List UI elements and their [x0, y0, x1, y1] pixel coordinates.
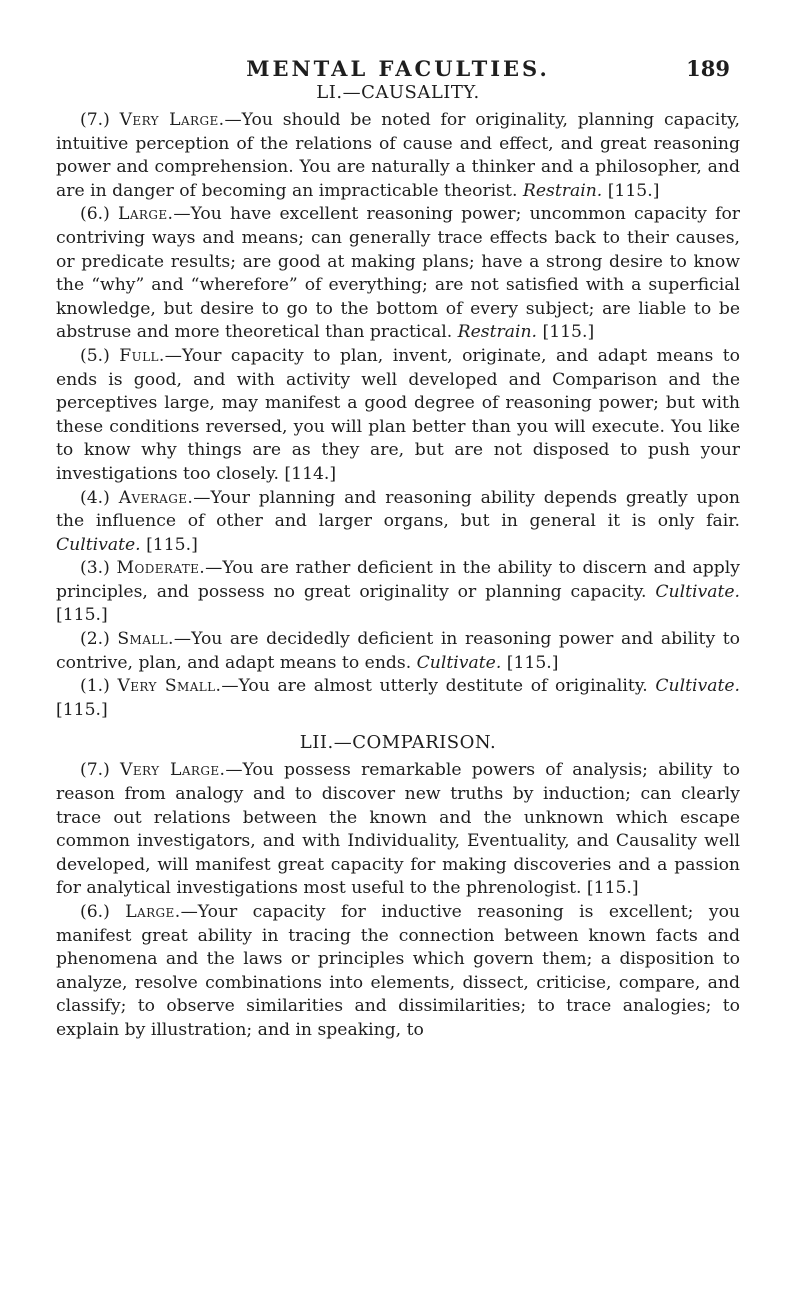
grade-description: —Your planning and reasoning ability depends greatly upon the influence of other and larger organs, but in general it is only fair. [56, 487, 741, 532]
advice: Restrain. [457, 322, 538, 343]
page-number: 189 [686, 56, 730, 81]
grade-number: (6.) [80, 204, 110, 225]
grade-number: (5.) [80, 345, 110, 366]
grade-label: Small. [117, 629, 174, 650]
grade-entry-moderate [56, 557, 740, 628]
page-reference: [115.] [56, 699, 108, 720]
page-reference: [115.] [56, 605, 108, 626]
section-causality [56, 82, 740, 722]
grade-entry-full [56, 345, 740, 487]
grade-description: —You have excellent reasoning power; uncommon capacity for contriving ways and means; can generally trace effects back to their causes, or predicate results; are good at making plans; have a strong desire to know the “why” and “wherefore” of everything; are not satisfied with a superficial knowledge, but desire to go to the bottom of every subject; are liable to be abstruse and more theoretical than practical. [56, 204, 741, 343]
page-reference: [115.] [146, 534, 198, 555]
grade-label: Moderate. [116, 558, 206, 579]
advice: Cultivate. [56, 534, 141, 555]
grade-label: Average. [118, 487, 194, 508]
grade-entry-very-large [56, 759, 740, 901]
grade-label: Very Large. [120, 760, 226, 781]
advice: Restrain. [522, 180, 603, 201]
grade-number: (4.) [80, 487, 110, 508]
grade-description: —You are rather deficient in the ability to discern and apply principles, and possess no great originality or planning capacity. [56, 558, 740, 602]
grade-number: (3.) [80, 558, 110, 579]
grade-entry-small [56, 628, 740, 675]
running-title: MENTAL FACULTIES. [246, 56, 550, 81]
section-heading: LII.—COMPARISON. [299, 732, 497, 754]
grade-label: Large. [118, 204, 174, 225]
grade-entry-very-large [56, 109, 740, 203]
section-comparison [56, 732, 740, 1042]
grade-number: (7.) [80, 760, 110, 781]
grade-entry-large [56, 901, 740, 1043]
grade-description: —You should be noted for originality, planning capacity, intuitive perception of the relations of cause and effect, and great reasoning power and comprehension. You are naturally a thinker and a philosopher, and are in danger of becoming an impracticable theorist. [56, 110, 740, 201]
grade-entry-large [56, 203, 740, 345]
grade-entry-very-small [56, 675, 740, 722]
page-reference: [115.] [607, 180, 660, 201]
grade-label: Full. [119, 345, 165, 366]
grade-label: Large. [125, 902, 181, 922]
page-reference: [115.] [506, 652, 559, 673]
section-heading: LI.—CAUSALITY. [316, 82, 480, 103]
grade-description: —Your capacity for inductive reasoning is excellent; you manifest great ability in tracing the connection between known facts and phenomena and the laws or principles which govern them; a disposition to analyze, resolve combinations into elements, dissect, criticise, compare, and classify; to observe similarities and dissimilarities; to trace analogies; to explain by illustration; and in speaking, to [56, 902, 740, 1040]
page-reference: [115.] [542, 322, 595, 343]
grade-label: Very Small. [117, 676, 222, 697]
grade-description: —Your capacity to plan, invent, originate, and adapt means to ends is good, and with activity well developed and Comparison and the perceptives large, may manifest a good degree of reasoning power; but with these conditions reversed, you will plan better than you will execute. You like to know why things are as they are, but are not disposed to push your investigations too closely. [56, 345, 740, 484]
page-reference: [115.] [586, 878, 639, 899]
grade-number: (2.) [80, 629, 110, 650]
grade-description: —You possess remarkable powers of analysis; ability to reason from analogy and to discover new truths by induction; can clearly trace out relations between the known and the unknown which escape common investigators, and with Individuality, Eventuality, and Causality well developed, will manifest great capacity for making discoveries and a passion for analytical investigations most useful to the phrenologist. [56, 760, 740, 899]
grade-number: (1.) [80, 676, 110, 697]
running-head [56, 0, 740, 81]
grade-description: —You are almost utterly destitute of originality. [221, 676, 648, 697]
advice: Cultivate. [655, 676, 740, 697]
grade-entry-average [56, 487, 740, 558]
page-reference: [114.] [284, 463, 337, 484]
grade-number: (7.) [80, 110, 110, 130]
grade-label: Very Large. [119, 110, 225, 130]
advice: Cultivate. [416, 652, 502, 673]
grade-description: —You are decidedly deficient in reasoning power and ability to contrive, plan, and adapt means to ends. [56, 629, 740, 673]
page-content [56, 60, 740, 1043]
grade-number: (6.) [80, 902, 110, 922]
advice: Cultivate. [655, 581, 740, 602]
